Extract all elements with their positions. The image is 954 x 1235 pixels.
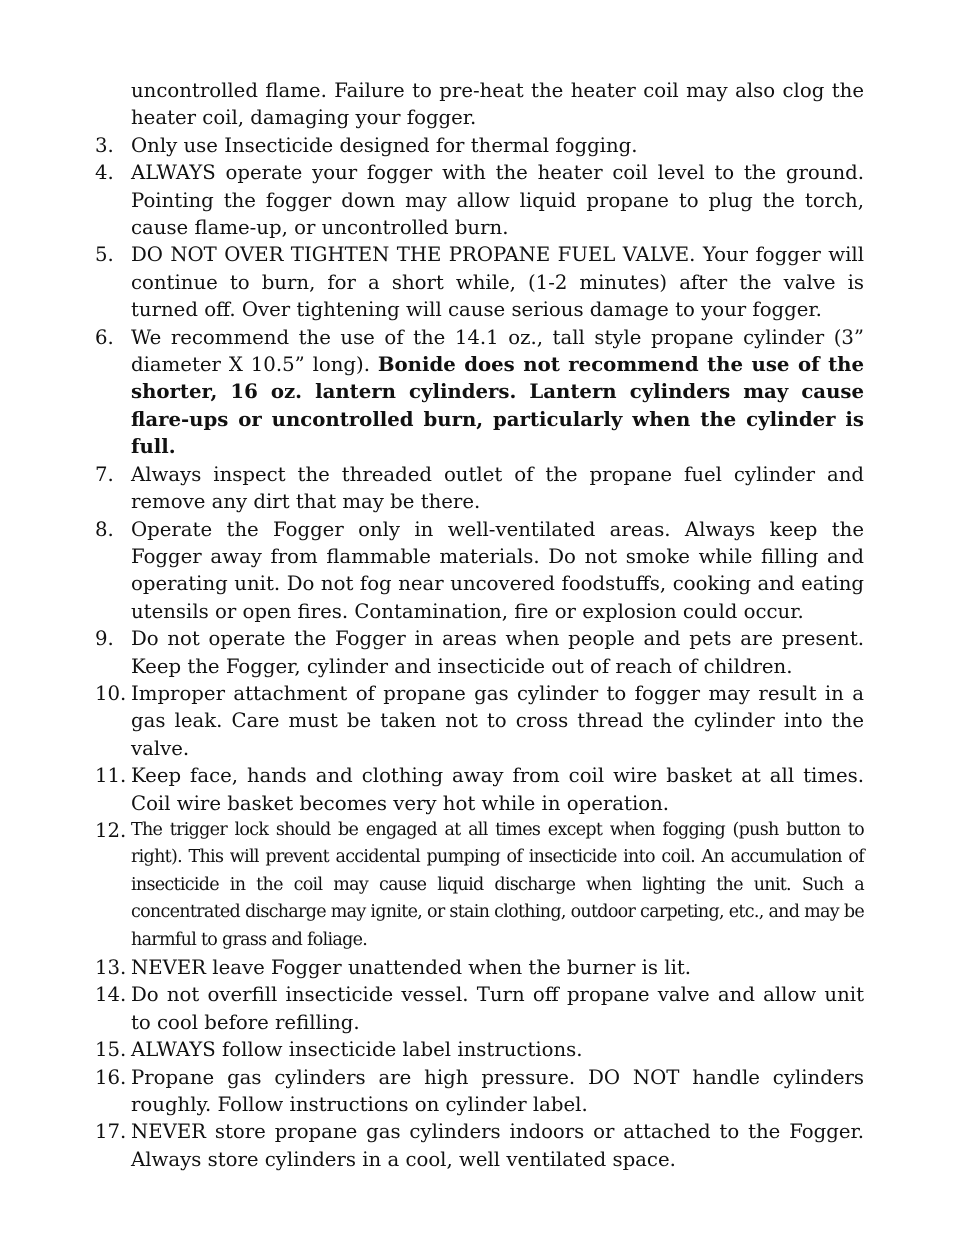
- list-item-16: [95, 1064, 864, 1119]
- list-item-10: [95, 680, 864, 762]
- item-text: uncontrolled flame. Failure to pre-heat the heater coil may also clog the heater coil, damaging your fogger.: [131, 79, 864, 130]
- item-number: 7.: [95, 462, 114, 486]
- item-text: We recommend the use of the 14.1 oz., tall style propane cylinder (3” diameter X 10.5” long).: [131, 325, 864, 377]
- list-item-7: [95, 461, 864, 516]
- list-item-12: [95, 817, 864, 954]
- item-text: NEVER leave Fogger unattended when the burner is lit.: [131, 956, 692, 979]
- item-text: Propane gas cylinders are high pressure. DO NOT handle cylinders roughly. Follow instructions on cylinder label.: [131, 1065, 864, 1117]
- item-number: 10.: [95, 681, 127, 705]
- item-text: Always inspect the threaded outlet of the propane fuel cylinder and remove any dirt that may be there.: [131, 462, 864, 514]
- document-page: [95, 77, 864, 1173]
- item-number: 17.: [95, 1120, 127, 1144]
- list-item-3: [95, 132, 864, 159]
- item-number: 4.: [95, 161, 114, 185]
- item-text: Operate the Fogger only in well-ventilated areas. Always keep the Fogger away from flammable materials. Do not smoke while filling and operating unit. Do not fog near uncovered foodstuffs, cooking and eating utensils or open fires. Contamination, fire or explosion could occur.: [131, 517, 864, 623]
- list-item-continuation: [95, 77, 864, 132]
- list-item-6: [95, 324, 864, 461]
- item-number: 5.: [95, 243, 114, 267]
- list-item-17: [95, 1118, 864, 1173]
- item-text: ALWAYS operate your fogger with the heater coil level to the ground. Pointing the fogger down may allow liquid propane to plug the torch, cause flame-up, or uncontrolled burn.: [131, 161, 864, 240]
- item-number: 6.: [95, 325, 114, 349]
- item-bold-warning: Bonide does not recommend the use of the shorter, 16 oz. lantern cylinders. Lantern cylinders may cause flare-ups or uncontrolled burn, particularly when the cylinder is full.: [131, 353, 865, 459]
- list-item-15: [95, 1036, 864, 1063]
- list-item-4: [95, 159, 864, 241]
- item-text: ALWAYS follow insecticide label instructions.: [131, 1038, 583, 1062]
- item-number: 15.: [95, 1038, 127, 1062]
- list-item-5: [95, 241, 864, 323]
- item-text: Do not overfill insecticide vessel. Turn off propane valve and allow unit to cool before refilling.: [131, 983, 864, 1034]
- item-number: 3.: [95, 133, 114, 157]
- item-number: 13.: [95, 956, 127, 979]
- list-item-13: [95, 954, 864, 981]
- item-text: Improper attachment of propane gas cylinder to fogger may result in a gas leak. Care must be taken not to cross thread the cylinder into the valve.: [131, 681, 864, 760]
- item-text: Keep face, hands and clothing away from coil wire basket at all times. Coil wire basket becomes very hot while in operation.: [131, 764, 864, 815]
- item-text: NEVER store propane gas cylinders indoors or attached to the Fogger. Always store cylinders in a cool, well ventilated space.: [131, 1120, 864, 1171]
- item-number: 16.: [95, 1065, 127, 1089]
- list-item-11: [95, 762, 864, 817]
- item-text: Do not operate the Fogger in areas when people and pets are present. Keep the Fogger, cylinder and insecticide out of reach of children.: [131, 627, 864, 678]
- list-item-14: [95, 981, 864, 1036]
- item-text: DO NOT OVER TIGHTEN THE PROPANE FUEL VALVE. Your fogger will continue to burn, for a short while, (1-2 minutes) after the valve is turned off. Over tightening will cause serious damage to your fogger.: [131, 243, 864, 322]
- item-number: 11.: [95, 764, 127, 788]
- item-number: 14.: [95, 983, 127, 1007]
- item-text: The trigger lock should be engaged at all times except when fogging (push button to right). This will prevent accidental pumping of insecticide into coil. An accumulation of insecticide in the coil may cause liquid discharge when lighting the unit. Such a concentrated discharge may ignite, or stain clothing, outdoor carpeting, etc., and may be harmful to grass and foliage.: [131, 819, 864, 950]
- list-item-8: [95, 516, 864, 626]
- list-item-9: [95, 625, 864, 680]
- item-text: Only use Insecticide designed for thermal fogging.: [131, 133, 638, 157]
- item-number: 12.: [95, 818, 127, 842]
- item-number: 8.: [95, 517, 114, 541]
- item-number: 9.: [95, 627, 114, 651]
